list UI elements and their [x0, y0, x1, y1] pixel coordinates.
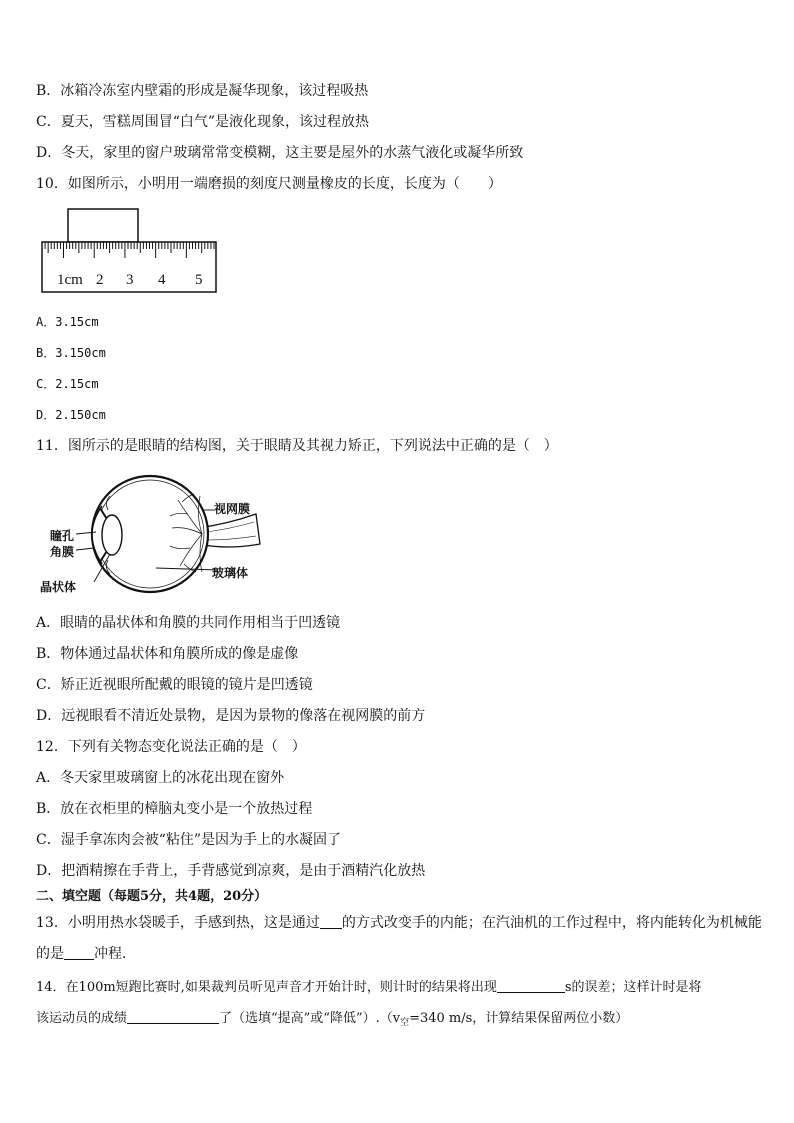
q14-line-2: [36, 1009, 628, 1032]
q9-option-c: C．夏天，雪糕周围冒“白气”是液化现象，该过程放热: [36, 114, 370, 130]
q11-stem: 11．图所示的是眼睛的结构图，关于眼睛及其视力矫正，下列说法中正确的是（ ）: [36, 438, 558, 454]
ruler-figure: [38, 206, 220, 296]
label-retina: 视网膜: [214, 502, 251, 516]
cornea-shape: [92, 506, 102, 564]
q13-text-1: 13．小明用热水袋暖手，手感到热，这是通过: [36, 915, 320, 931]
q11-option-d: D．远视眼看不清近处景物，是因为景物的像落在视网膜的前方: [36, 708, 426, 724]
label-vitreous: 玻璃体: [212, 566, 249, 580]
lens-shape: [102, 515, 122, 555]
q14-text-3: 该运动员的成绩: [36, 1011, 128, 1026]
q11-option-c: C．矫正近视眼所配戴的眼镜的镜片是凹透镜: [36, 677, 313, 693]
label-pupil: 瞳孔: [50, 529, 75, 543]
q10-stem: 10．如图所示，小明用一端磨损的刻度尺测量橡皮的长度，长度为（ ）: [36, 176, 502, 192]
ruler-label-2: 2: [96, 272, 104, 288]
q14-text-1: 14．在100m短跑比赛时,如果裁判员听见声音才开始计时，则计时的结果将出现: [36, 980, 497, 995]
q12-option-a: A．冬天家里玻璃窗上的冰花出现在窗外: [36, 770, 285, 786]
q12-option-b: B．放在衣柜里的樟脑丸变小是一个放热过程: [36, 801, 313, 817]
ruler-label-3: 3: [126, 272, 134, 288]
q14-text-2: s的误差；这样计时是将: [564, 980, 702, 995]
q12-option-c: C．湿手拿冻肉会被“粘住”是因为手上的水凝固了: [36, 832, 342, 848]
q13-text-2: 的方式改变手的内能；在汽油机的工作过程中，将内能转化为机械能: [341, 915, 762, 931]
q9-option-b: B．冰箱冷冻室内壁霜的形成是凝华现象，该过程吸热: [36, 83, 369, 99]
q14-subscript: 空: [400, 1018, 410, 1028]
q11-option-a: A．眼睛的晶状体和角膜的共同作用相当于凹透镜: [36, 615, 341, 631]
q10-option-d: D．2.150cm: [36, 408, 106, 422]
eraser-shape: [68, 209, 138, 242]
q13-text-3: 的是: [36, 946, 64, 962]
label-cornea: 角膜: [50, 545, 75, 559]
q11-option-b: B．物体通过晶状体和角膜所成的像是虚像: [36, 646, 299, 662]
q10-option-a: A．3.15cm: [36, 315, 99, 329]
q9-option-d: D．冬天，家里的窗户玻璃常常变模糊，这主要是屋外的水蒸气液化或凝华所致: [36, 145, 524, 161]
q14-text-5: =340 m/s，计算结果保留两位小数）: [409, 1011, 629, 1026]
q12-stem: 12．下列有关物态变化说法正确的是（ ）: [36, 739, 306, 755]
ruler-label-1cm: 1cm: [57, 272, 83, 288]
q14-blank-1[interactable]: [497, 978, 565, 993]
ruler-label-4: 4: [158, 272, 166, 288]
q13-blank-2[interactable]: [64, 945, 94, 960]
ruler-label-5: 5: [195, 272, 203, 288]
q14-line-1: [36, 978, 702, 997]
q14-text-4: 了（选填“提高”或“降低”）.（v: [219, 1011, 401, 1026]
q13-line-1: [36, 914, 762, 932]
q13-line-2: [36, 945, 136, 963]
q13-blank-1[interactable]: [320, 914, 342, 929]
label-lens: 晶状体: [40, 580, 77, 594]
q12-option-d: D．把酒精擦在手背上，手背感觉到凉爽，是由于酒精汽化放热: [36, 863, 426, 879]
q13-text-4: 冲程．: [94, 946, 136, 962]
q14-blank-2[interactable]: [127, 1009, 219, 1024]
section-heading-fill-in: 二、填空题（每题5分，共4题，20分）: [36, 889, 268, 904]
q10-option-c: C．2.15cm: [36, 377, 99, 391]
q10-option-b: B．3.150cm: [36, 346, 106, 360]
